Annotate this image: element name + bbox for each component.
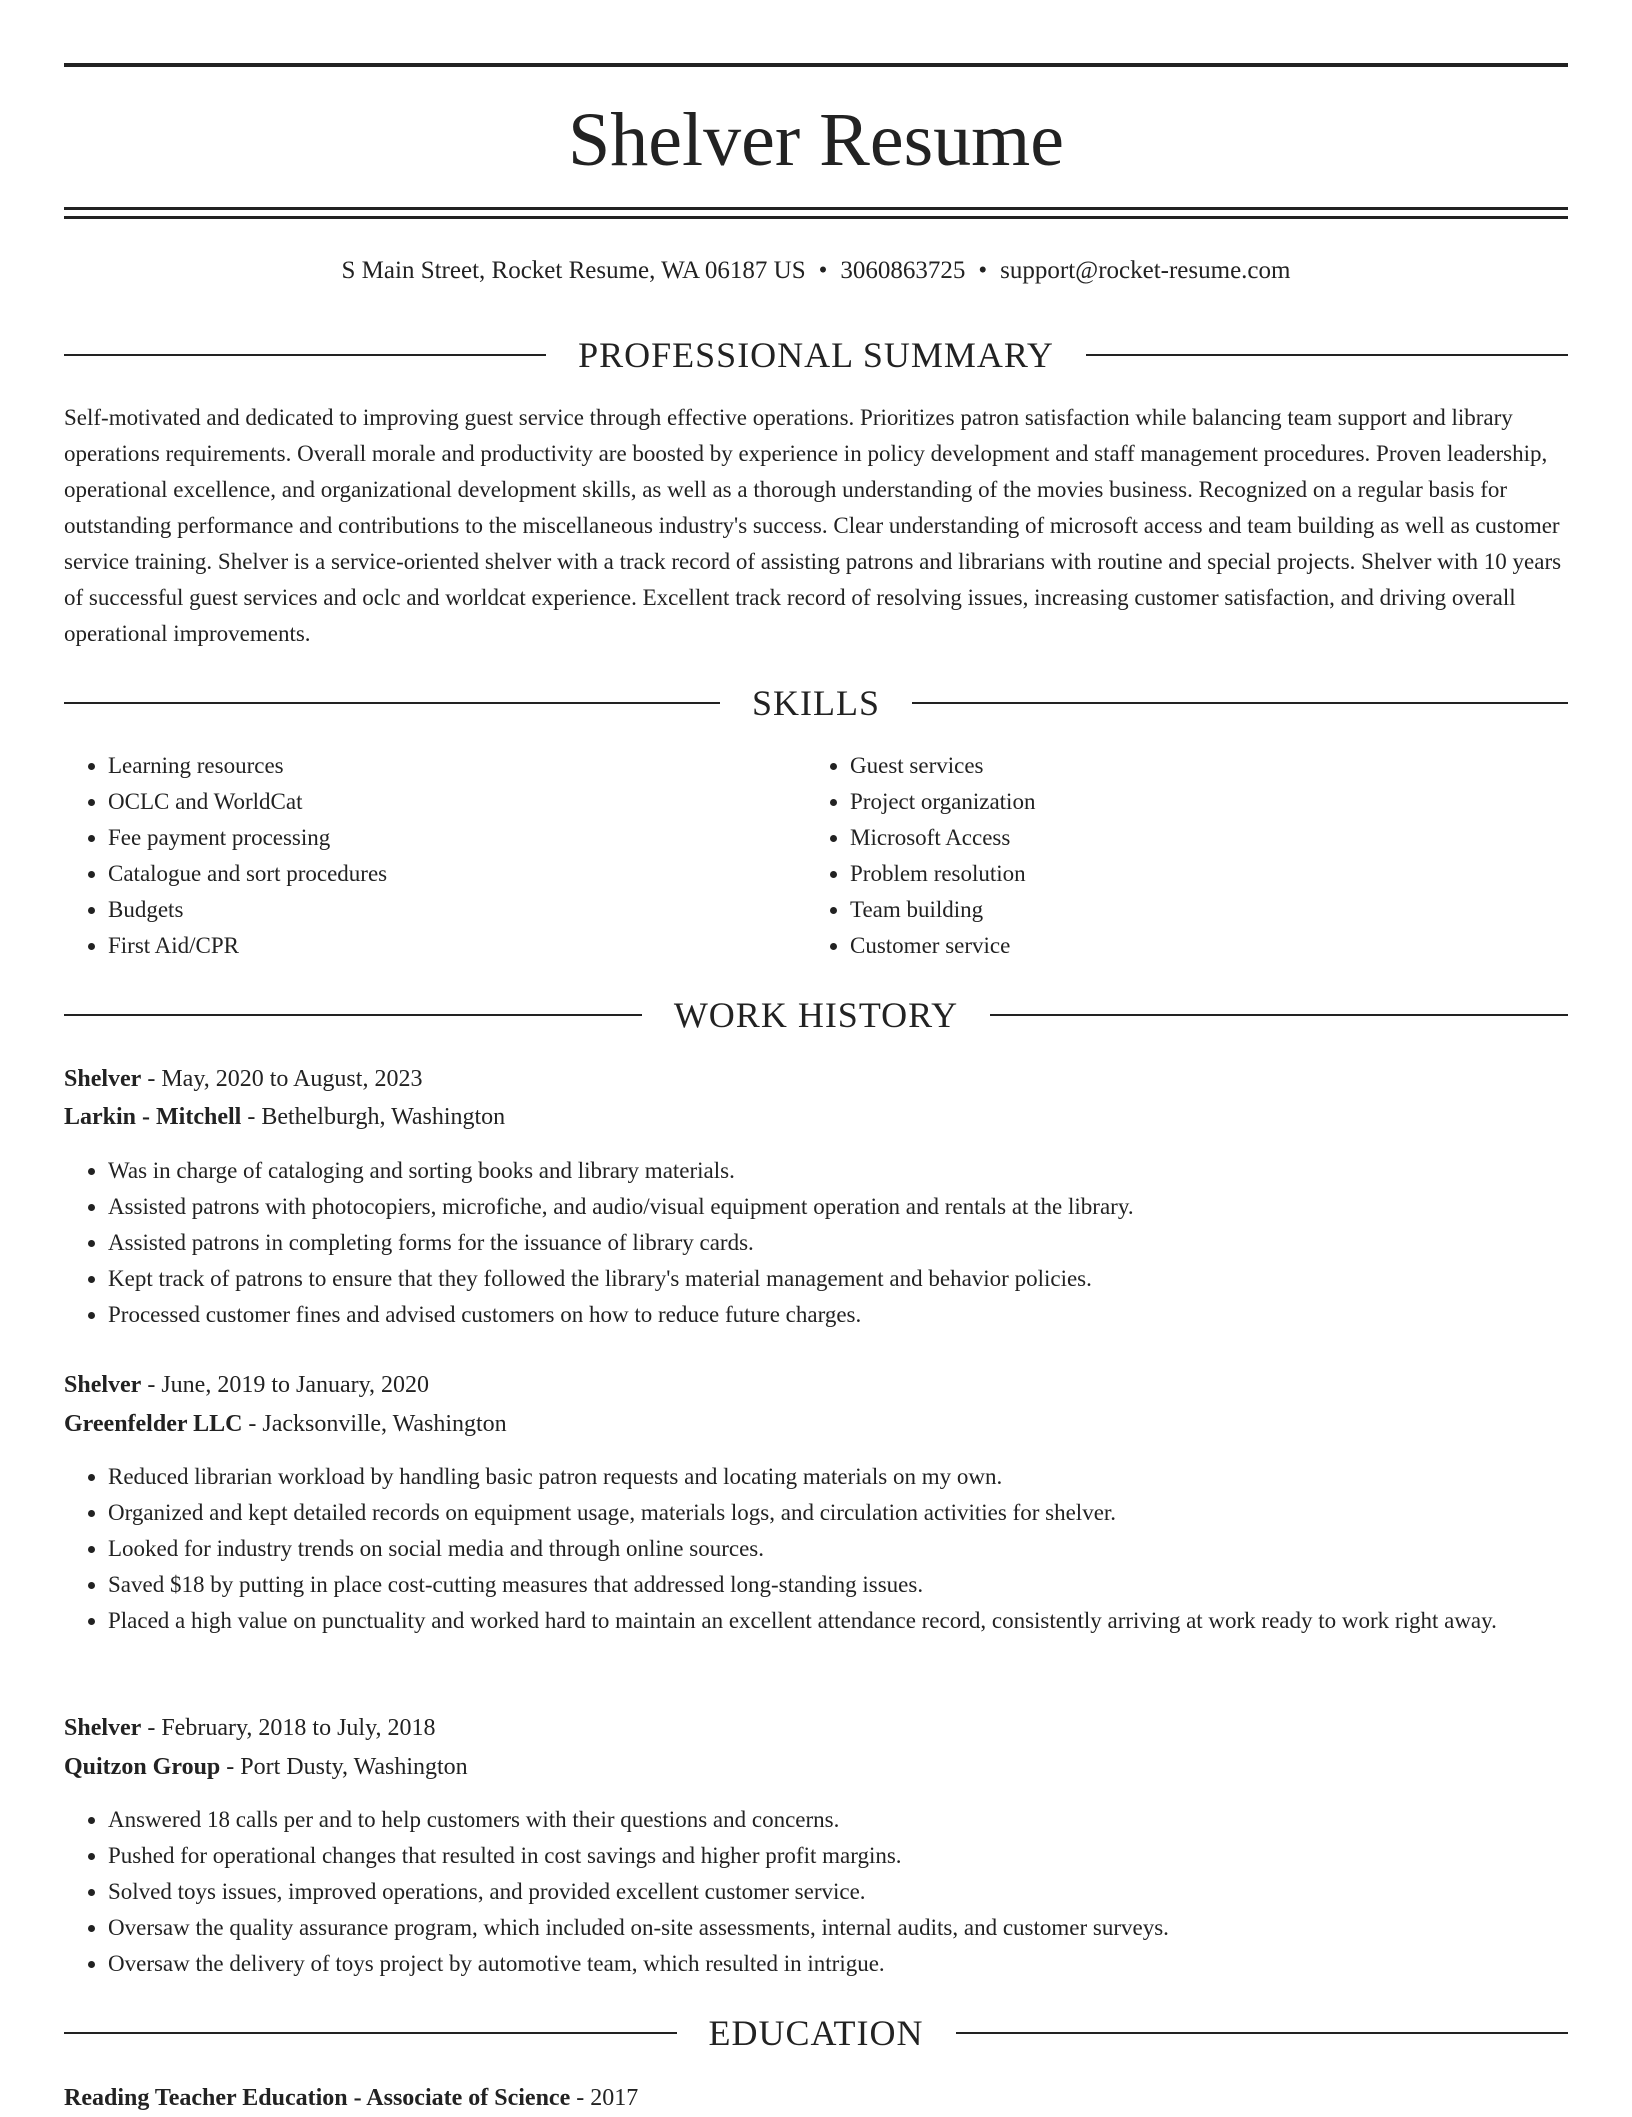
contact-email[interactable]: support@rocket-resume.com	[1000, 257, 1291, 284]
contact-phone: 3060863725	[840, 257, 966, 284]
section-header-summary	[64, 333, 1568, 377]
contact-address: S Main Street, Rocket Resume, WA 06187 US	[341, 257, 806, 284]
skill-item: • Learning resources	[108, 748, 806, 784]
section-header-education	[64, 2011, 1568, 2055]
section-title: PROFESSIONAL SUMMARY	[578, 335, 1054, 375]
skill-item: • OCLC and WorldCat	[108, 784, 806, 820]
job-company: Quitzon Group	[64, 1754, 221, 1780]
job-role: Shelver	[64, 1372, 142, 1398]
job-duties	[64, 1802, 1568, 1982]
skill-item: • Budgets	[108, 892, 806, 928]
contact-separator: •	[818, 257, 828, 284]
job-heading	[64, 1709, 1568, 1747]
education-entry	[64, 2079, 1568, 2117]
section-title: EDUCATION	[708, 2013, 924, 2053]
skill-item: • Guest services	[850, 748, 1548, 784]
section-rule	[64, 2032, 677, 2034]
skill-item: • Project organization	[850, 784, 1548, 820]
section-rule	[64, 354, 546, 356]
duty-item: • Saved $18 by putting in place cost-cutting measures that addressed long-standing issues.	[108, 1567, 1568, 1603]
job-company: Greenfelder LLC	[64, 1411, 243, 1437]
job-location: - Bethelburgh, Washington	[241, 1104, 506, 1130]
summary-paragraph: Self-motivated and dedicated to improving guest service through effective operations. Prioritizes patron satisfaction while balancing team support and library operations requirements. Overall morale and productivity are boosted by experience in policy development and staff management procedures. Proven leadership, operational excellence, and organizational development skills, as well as a thorough understanding of the movies business. Recognized on a regular basis for outstanding performance and contributions to the miscellaneous industry's success. Clear understanding of microsoft access and team building as well as customer service training. Shelver is a service-oriented shelver with a track record of assisting patrons and librarians with routine and special projects. Shelver with 10 years of successful guest services and oclc and worldcat experience. Excellent track record of resolving issues, increasing customer satisfaction, and driving overall operational improvements.	[64, 405, 1562, 646]
skills-list	[64, 748, 1568, 964]
contact-separator: •	[978, 257, 988, 284]
job-dates: - February, 2018 to July, 2018	[141, 1715, 436, 1741]
duty-item: • Oversaw the quality assurance program, which included on-site assessments, internal audits, and customer surveys.	[108, 1910, 1568, 1946]
duty-item: • Placed a high value on punctuality and worked hard to maintain an excellent attendance record, consistently arriving at work ready to work right away.	[108, 1603, 1568, 1639]
duty-item: • Solved toys issues, improved operations, and provided excellent customer service.	[108, 1874, 1568, 1910]
section-rule	[64, 702, 720, 704]
skill-item: • Customer service	[850, 928, 1548, 964]
duty-item: • Assisted patrons with photocopiers, microfiche, and audio/visual equipment operation and rentals at the library.	[108, 1189, 1568, 1225]
job-duties	[64, 1459, 1568, 1639]
skill-item: • First Aid/CPR	[108, 928, 806, 964]
duty-item: • Oversaw the delivery of toys project by automotive team, which resulted in intrigue.	[108, 1946, 1568, 1982]
section-rule	[1086, 354, 1568, 356]
duty-item: • Kept track of patrons to ensure that they followed the library's material management and behavior policies.	[108, 1261, 1568, 1297]
duty-item: • Organized and kept detailed records on equipment usage, materials logs, and circulation activities for shelver.	[108, 1495, 1568, 1531]
job-dates: - June, 2019 to January, 2020	[141, 1372, 430, 1398]
job-employer	[64, 1748, 1568, 1786]
job-role: Shelver	[64, 1066, 142, 1092]
title-rule-upper	[64, 207, 1568, 210]
job-employer	[64, 1098, 1568, 1136]
skill-item: • Microsoft Access	[850, 820, 1548, 856]
duty-item: • Reduced librarian workload by handling basic patron requests and locating materials on my own.	[108, 1459, 1568, 1495]
duty-item: • Was in charge of cataloging and sorting books and library materials.	[108, 1153, 1568, 1189]
job-heading	[64, 1060, 1568, 1098]
skill-item: • Fee payment processing	[108, 820, 806, 856]
education-degree: Reading Teacher Education - Associate of Science	[64, 2085, 571, 2111]
job-employer	[64, 1405, 1568, 1443]
section-header-skills	[64, 681, 1568, 725]
job-dates: - May, 2020 to August, 2023	[141, 1066, 423, 1092]
section-rule	[64, 1014, 642, 1016]
job-location: - Port Dusty, Washington	[220, 1754, 468, 1780]
duty-item: • Looked for industry trends on social media and through online sources.	[108, 1531, 1568, 1567]
duty-item: • Processed customer fines and advised customers on how to reduce future charges.	[108, 1297, 1568, 1333]
skills-column-left	[64, 748, 806, 964]
section-rule	[956, 2032, 1569, 2034]
section-title: WORK HISTORY	[673, 995, 959, 1035]
job-duties	[64, 1153, 1568, 1333]
job-location: - Jacksonville, Washington	[242, 1411, 507, 1437]
duty-item: • Answered 18 calls per and to help customers with their questions and concerns.	[108, 1802, 1568, 1838]
job-heading	[64, 1366, 1568, 1404]
section-header-work	[64, 993, 1568, 1037]
skill-item: • Catalogue and sort procedures	[108, 856, 806, 892]
duty-item: • Assisted patrons in completing forms for the issuance of library cards.	[108, 1225, 1568, 1261]
title-rule-lower	[64, 216, 1568, 219]
section-title: SKILLS	[752, 683, 881, 723]
contact-line	[64, 254, 1568, 288]
skill-item: • Team building	[850, 892, 1548, 928]
section-rule	[990, 1014, 1568, 1016]
duty-item: • Pushed for operational changes that resulted in cost savings and higher profit margins.	[108, 1838, 1568, 1874]
skill-item: • Problem resolution	[850, 856, 1548, 892]
job-role: Shelver	[64, 1715, 142, 1741]
section-rule	[912, 702, 1568, 704]
top-rule	[64, 63, 1568, 67]
job-company: Larkin - Mitchell	[64, 1104, 242, 1130]
skills-column-right	[806, 748, 1548, 964]
page-title: Shelver Resume	[567, 98, 1064, 182]
education-year: - 2017	[570, 2085, 639, 2111]
